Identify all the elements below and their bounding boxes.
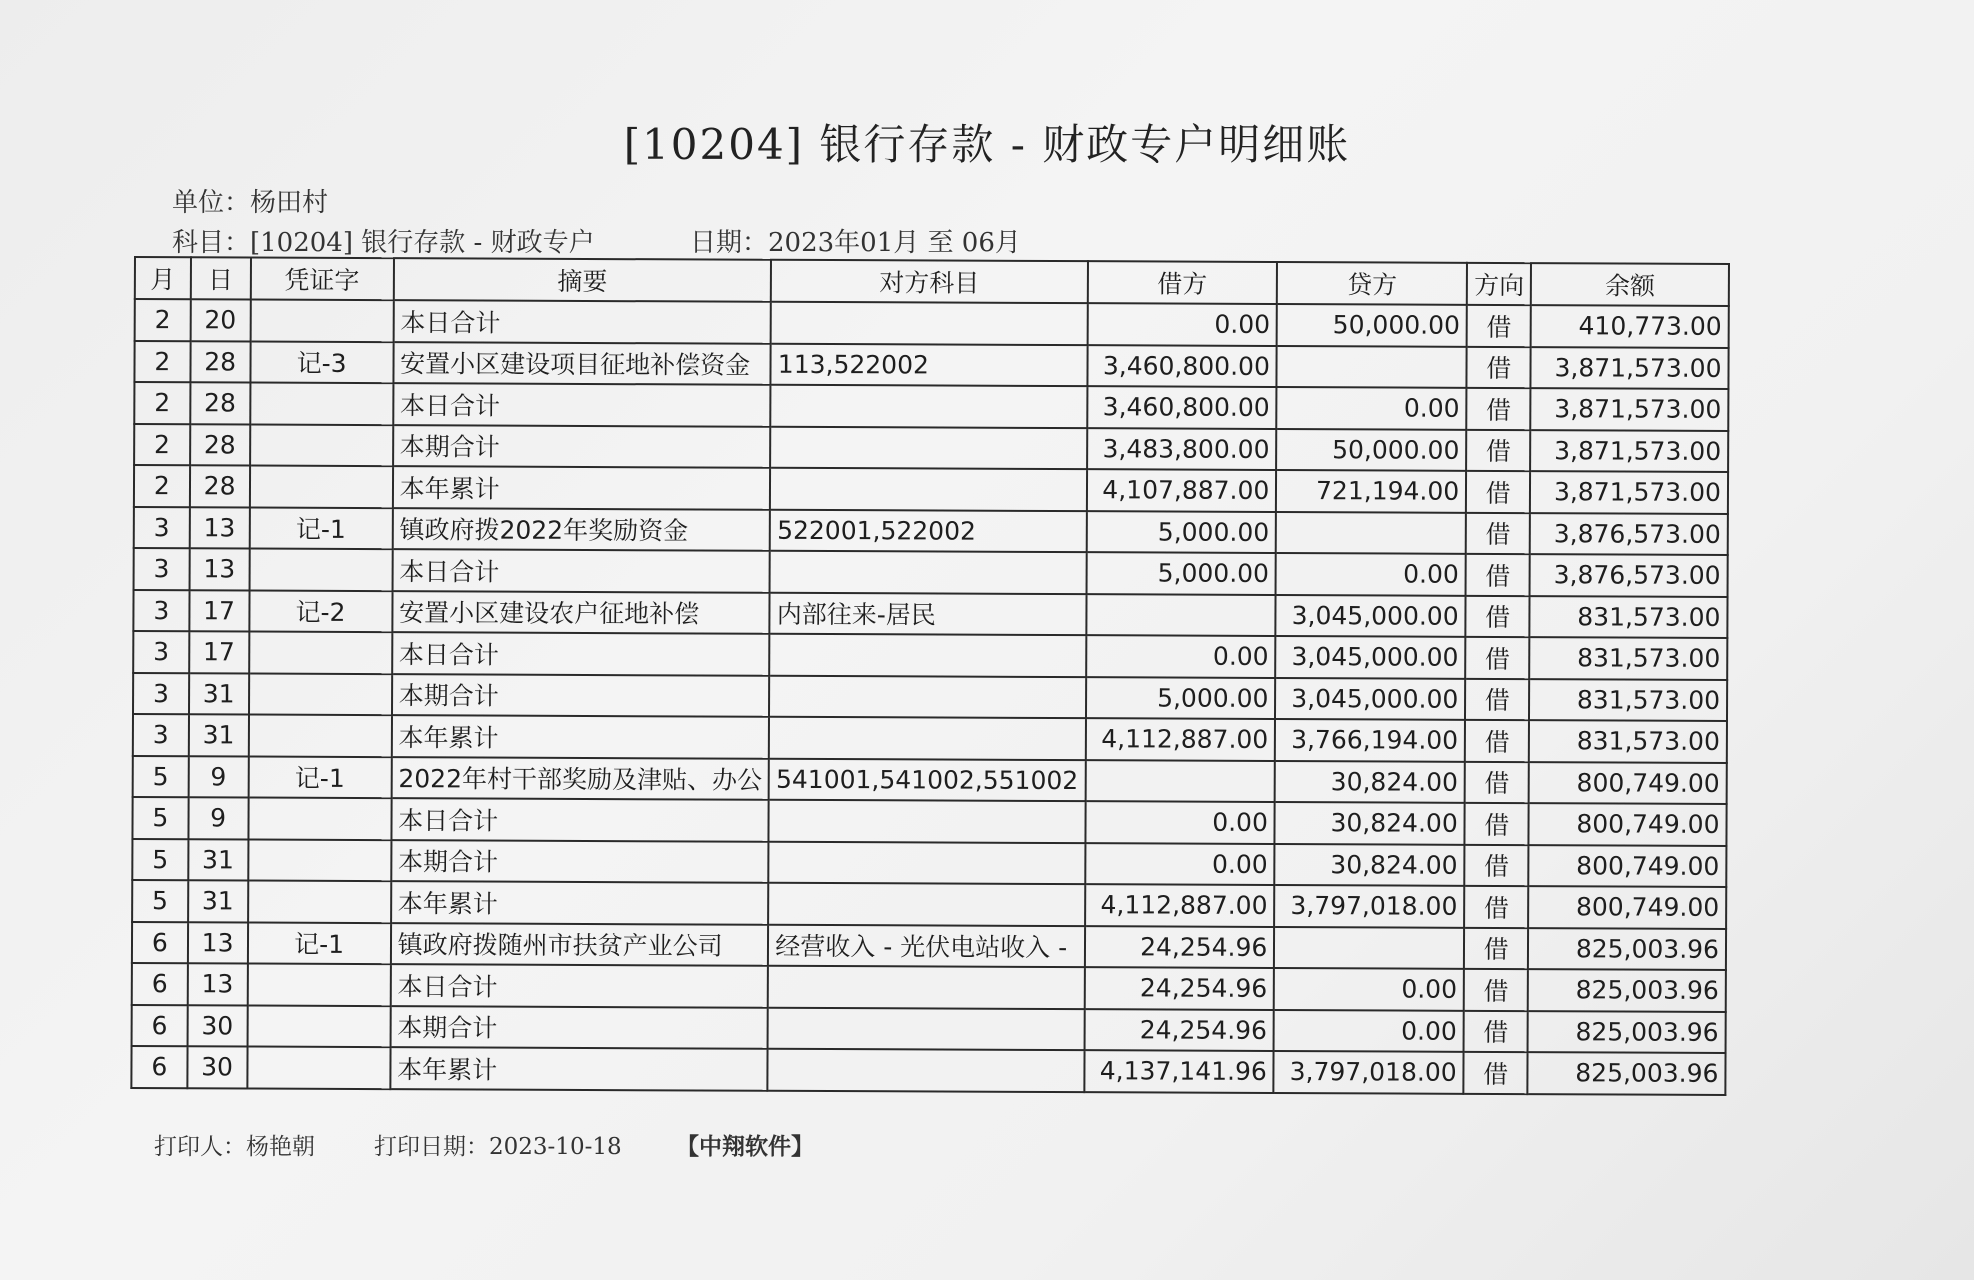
header-contra-account: 对方科目 [771, 260, 1087, 303]
cell-day: 20 [190, 299, 250, 341]
cell-summary: 本日合计 [393, 383, 771, 426]
cell-voucher [250, 424, 393, 466]
cell-direction: 借 [1464, 927, 1528, 969]
cell-month: 5 [133, 755, 189, 797]
cell-summary: 镇政府拨随州市扶贫产业公司 [391, 923, 769, 966]
cell-summary: 安置小区建设农户征地补偿 [392, 591, 770, 634]
cell-credit: 3,045,000.00 [1275, 677, 1465, 719]
table-row [134, 507, 1728, 555]
cell-contra-account [768, 1007, 1084, 1050]
cell-month: 6 [131, 1046, 187, 1088]
cell-summary: 本期合计 [390, 1006, 768, 1049]
cell-credit: 0.00 [1276, 553, 1466, 595]
cell-credit: 50,000.00 [1276, 428, 1466, 470]
cell-summary: 本日合计 [393, 300, 771, 343]
cell-month: 6 [132, 921, 188, 963]
cell-voucher [250, 300, 393, 342]
table-row [131, 1046, 1725, 1094]
cell-month: 2 [134, 382, 190, 424]
unit-label: 单位：杨田村 [172, 188, 329, 218]
cell-day: 30 [187, 1005, 247, 1047]
cell-balance: 3,871,573.00 [1531, 347, 1729, 389]
cell-balance: 831,573.00 [1529, 637, 1727, 679]
cell-debit: 4,107,887.00 [1086, 469, 1276, 511]
cell-contra-account: 541001,541002,551002 [769, 758, 1085, 801]
cell-contra-account [770, 468, 1086, 511]
cell-direction: 借 [1466, 471, 1530, 513]
cell-credit: 3,797,018.00 [1274, 885, 1464, 927]
cell-month: 2 [134, 341, 190, 383]
cell-debit: 24,254.96 [1084, 926, 1274, 968]
cell-direction: 借 [1464, 886, 1528, 928]
cell-balance: 825,003.96 [1528, 928, 1726, 970]
header-voucher: 凭证字 [250, 258, 393, 301]
cell-debit: 5,000.00 [1086, 511, 1276, 553]
cell-voucher: 记-2 [249, 590, 392, 632]
cell-credit: 30,824.00 [1275, 843, 1465, 885]
cell-voucher [247, 1005, 390, 1047]
cell-debit: 3,483,800.00 [1087, 428, 1277, 470]
cell-month: 2 [134, 424, 190, 466]
table-row [134, 424, 1728, 472]
cell-day: 28 [190, 465, 250, 507]
cell-contra-account [769, 634, 1085, 677]
cell-month: 6 [132, 963, 188, 1005]
cell-contra-account: 内部往来-居民 [770, 592, 1086, 635]
cell-voucher [249, 632, 392, 674]
cell-voucher [248, 839, 391, 881]
table-row [134, 382, 1728, 430]
cell-month: 5 [132, 797, 188, 839]
cell-contra-account [771, 302, 1087, 345]
cell-summary: 安置小区建设项目征地补偿资金 [393, 342, 771, 385]
cell-direction: 借 [1465, 720, 1529, 762]
cell-day: 28 [190, 382, 250, 424]
cell-credit: 3,045,000.00 [1276, 594, 1466, 636]
cell-voucher: 记-3 [250, 341, 393, 383]
cell-balance: 3,871,573.00 [1530, 388, 1728, 430]
table-row [132, 963, 1726, 1011]
cell-contra-account [771, 385, 1087, 428]
header-direction: 方向 [1467, 263, 1531, 305]
cell-direction: 借 [1466, 388, 1530, 430]
table-row [133, 631, 1727, 679]
cell-voucher: 记-1 [248, 756, 391, 798]
cell-credit [1277, 345, 1467, 387]
table-row [132, 880, 1726, 928]
cell-balance: 825,003.96 [1528, 1052, 1726, 1094]
header-summary: 摘要 [393, 258, 771, 302]
cell-credit: 0.00 [1274, 1009, 1464, 1051]
cell-month: 2 [135, 299, 191, 341]
cell-day: 30 [187, 1046, 247, 1088]
cell-day: 28 [190, 341, 250, 383]
header-day: 日 [191, 257, 251, 299]
cell-summary: 本日合计 [390, 964, 768, 1007]
cell-credit: 30,824.00 [1275, 802, 1465, 844]
date-range-label: 日期：2023年01月 至 06月 [690, 228, 1021, 258]
cell-voucher [249, 466, 392, 508]
cell-debit: 0.00 [1086, 635, 1276, 677]
cell-debit [1085, 760, 1275, 802]
cell-voucher [250, 383, 393, 425]
table-row [133, 590, 1727, 638]
cell-direction: 借 [1464, 969, 1528, 1011]
ledger-body [131, 299, 1728, 1094]
cell-day: 13 [189, 507, 249, 549]
cell-balance: 3,876,573.00 [1530, 554, 1728, 596]
cell-credit: 0.00 [1277, 387, 1467, 429]
cell-contra-account: 113,522002 [771, 343, 1087, 386]
cell-direction: 借 [1464, 844, 1528, 886]
cell-direction: 借 [1466, 429, 1530, 471]
cell-direction: 借 [1466, 595, 1530, 637]
cell-summary: 本日合计 [391, 798, 769, 841]
cell-day: 9 [188, 797, 248, 839]
cell-contra-account: 经营收入 - 光伏电站收入 - [768, 924, 1084, 967]
table-row [132, 797, 1726, 845]
cell-credit: 3,045,000.00 [1276, 636, 1466, 678]
cell-credit: 3,797,018.00 [1274, 1051, 1464, 1093]
cell-direction: 借 [1464, 1052, 1528, 1094]
cell-contra-account [770, 551, 1086, 594]
cell-day: 17 [189, 590, 249, 632]
cell-day: 17 [189, 631, 249, 673]
cell-direction: 借 [1466, 554, 1530, 596]
cell-balance: 800,749.00 [1528, 845, 1726, 887]
cell-debit: 0.00 [1085, 801, 1275, 843]
subject-label: 科目：[10204] 银行存款 - 财政专户 [172, 228, 595, 258]
cell-summary: 本期合计 [393, 425, 771, 468]
cell-summary: 本期合计 [392, 674, 770, 717]
cell-day: 31 [188, 880, 248, 922]
ledger-table [130, 256, 1730, 1095]
cell-summary: 2022年村干部奖励及津贴、办公 [391, 757, 769, 800]
cell-month: 3 [133, 590, 189, 632]
cell-day: 13 [187, 963, 247, 1005]
cell-debit: 24,254.96 [1084, 967, 1274, 1009]
cell-balance: 825,003.96 [1528, 1011, 1726, 1053]
cell-debit: 4,112,887.00 [1085, 884, 1275, 926]
cell-voucher [248, 881, 391, 923]
cell-debit: 0.00 [1087, 303, 1277, 345]
cell-debit: 3,460,800.00 [1087, 386, 1277, 428]
table-row [134, 341, 1728, 389]
cell-contra-account [769, 841, 1085, 884]
cell-balance: 3,876,573.00 [1530, 513, 1728, 555]
cell-day: 13 [189, 548, 249, 590]
cell-credit: 50,000.00 [1277, 304, 1467, 346]
cell-voucher [249, 549, 392, 591]
cell-summary: 本年累计 [393, 466, 771, 509]
table-row [134, 548, 1728, 596]
cell-contra-account: 522001,522002 [770, 509, 1086, 552]
cell-summary: 本年累计 [390, 1047, 768, 1090]
cell-summary: 本年累计 [391, 881, 769, 924]
cell-balance: 3,871,573.00 [1530, 430, 1728, 472]
cell-voucher [247, 964, 390, 1006]
cell-summary: 本期合计 [391, 840, 769, 883]
table-row [134, 465, 1728, 513]
cell-credit: 721,194.00 [1276, 470, 1466, 512]
cell-direction: 借 [1465, 803, 1529, 845]
cell-credit: 0.00 [1274, 968, 1464, 1010]
cell-contra-account [768, 966, 1084, 1009]
cell-month: 3 [133, 673, 189, 715]
cell-debit: 5,000.00 [1085, 677, 1275, 719]
cell-day: 31 [188, 839, 248, 881]
cell-balance: 825,003.96 [1528, 969, 1726, 1011]
cell-month: 3 [134, 548, 190, 590]
cell-month: 2 [134, 465, 190, 507]
cell-contra-account [769, 717, 1085, 760]
printer-label: 打印人：杨艳朝 [154, 1134, 315, 1160]
cell-month: 3 [133, 631, 189, 673]
table-row [135, 299, 1729, 347]
cell-summary: 本日合计 [392, 632, 770, 675]
table-row [132, 838, 1726, 886]
cell-direction: 借 [1466, 512, 1530, 554]
cell-credit: 30,824.00 [1275, 760, 1465, 802]
cell-month: 3 [133, 714, 189, 756]
header-row [135, 257, 1729, 306]
cell-direction: 借 [1464, 1010, 1528, 1052]
cell-contra-account [768, 1049, 1084, 1092]
cell-day: 31 [189, 673, 249, 715]
cell-month: 3 [134, 507, 190, 549]
cell-voucher [248, 715, 391, 757]
header-month: 月 [135, 257, 191, 299]
cell-debit: 4,137,141.96 [1084, 1050, 1274, 1092]
cell-balance: 831,573.00 [1529, 720, 1727, 762]
cell-summary: 本日合计 [392, 549, 770, 592]
cell-month: 5 [132, 838, 188, 880]
cell-direction: 借 [1465, 761, 1529, 803]
cell-day: 28 [190, 424, 250, 466]
cell-voucher [249, 673, 392, 715]
cell-day: 13 [188, 922, 248, 964]
cell-direction: 借 [1467, 346, 1531, 388]
cell-balance: 831,573.00 [1529, 679, 1727, 721]
cell-contra-account [769, 675, 1085, 718]
table-row [133, 673, 1727, 721]
page-title: [10204] 银行存款 - 财政专户明细账 [623, 120, 1351, 169]
cell-direction: 借 [1465, 678, 1529, 720]
cell-month: 5 [132, 880, 188, 922]
cell-contra-account [769, 800, 1085, 843]
cell-month: 6 [132, 1004, 188, 1046]
cell-day: 9 [188, 756, 248, 798]
cell-debit: 3,460,800.00 [1087, 345, 1277, 387]
cell-balance: 800,749.00 [1529, 762, 1727, 804]
cell-balance: 800,749.00 [1529, 803, 1727, 845]
table-row [133, 755, 1727, 803]
cell-voucher: 记-1 [247, 922, 390, 964]
cell-credit [1274, 926, 1464, 968]
table-row [132, 1004, 1726, 1052]
cell-debit: 24,254.96 [1084, 1009, 1274, 1051]
cell-debit: 0.00 [1085, 843, 1275, 885]
cell-debit: 5,000.00 [1086, 552, 1276, 594]
cell-credit [1276, 511, 1466, 553]
header-credit: 贷方 [1277, 262, 1467, 305]
cell-balance: 800,749.00 [1528, 886, 1726, 928]
cell-direction: 借 [1467, 305, 1531, 347]
cell-balance: 831,573.00 [1530, 596, 1728, 638]
cell-summary: 镇政府拨2022年奖励资金 [392, 508, 770, 551]
cell-voucher [248, 798, 391, 840]
cell-balance: 3,871,573.00 [1530, 471, 1728, 513]
software-brand: 【中翔软件】 [676, 1134, 814, 1160]
cell-balance: 410,773.00 [1531, 305, 1729, 347]
table-row [132, 921, 1726, 969]
cell-voucher: 记-1 [249, 507, 392, 549]
table-row [133, 714, 1727, 762]
cell-credit: 3,766,194.00 [1275, 719, 1465, 761]
header-balance: 余额 [1531, 263, 1729, 306]
print-date-label: 打印日期：2023-10-18 [374, 1134, 622, 1160]
cell-debit: 4,112,887.00 [1085, 718, 1275, 760]
cell-day: 31 [189, 714, 249, 756]
cell-voucher [247, 1047, 390, 1089]
cell-contra-account [770, 426, 1086, 469]
cell-debit [1086, 594, 1276, 636]
header-debit: 借方 [1087, 261, 1277, 304]
cell-summary: 本年累计 [391, 715, 769, 758]
cell-contra-account [768, 883, 1084, 926]
cell-direction: 借 [1465, 637, 1529, 679]
